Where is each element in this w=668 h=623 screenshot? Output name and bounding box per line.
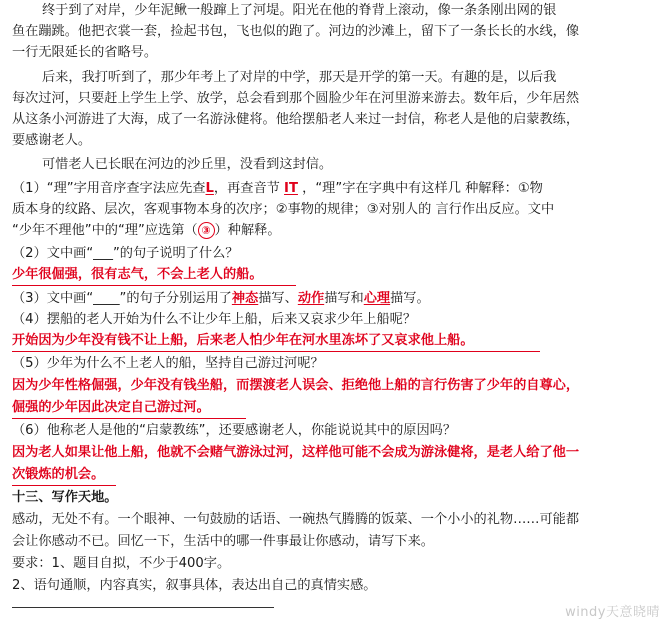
question-1-text-l3c: ）种解释。 (214, 223, 281, 238)
section-13-title: 十三、写作天地。 (12, 490, 118, 505)
question-1-text-c: ，再查音节 (213, 181, 280, 196)
question-2-answer: 少年很倔强，很有志气，不会上老人的船。 (12, 267, 263, 282)
question-3-text-a: （3）文中画“____”的句子分别运用了 (12, 291, 232, 306)
story-paragraph-1-line-2: 鱼在蹦跳。他把衣裳一套，捡起书包，飞也似的跑了。河边的沙滩上，留下了一条长长的水线，像 (12, 24, 580, 39)
story-paragraph-2-line-3: 从这条小河游进了大海，成了一名游泳健将。他给摆船老人来过一封信，称老人是他的启蒙教练， (12, 112, 580, 127)
question-1-answer-choice: ③ (198, 222, 215, 239)
story-paragraph-1-line-1: 终于到了对岸，少年泥鳅一般蹿上了河堤。阳光在他的脊背上滚动，像一条条刚出网的银 (42, 3, 557, 18)
question-3-answer-3: 心理 (363, 291, 391, 306)
section-13-prompt-line-2: 会让你感动不已。回忆一下，生活中的哪一件事最让你感动，请写下来。 (12, 534, 434, 549)
question-4-text: （4）摆船的老人开始为什么不让少年上船，后来又哀求少年上船呢？ (12, 312, 417, 327)
question-3-text (12, 290, 658, 308)
question-5-text: （5）少年为什么不上老人的船，坚持自己游过河呢？ (12, 356, 324, 371)
question-6-answer-line-2: 次锻炼的机会。 (12, 467, 105, 482)
question-1-answer-syllable: IT (284, 181, 298, 196)
question-6-text: （6）他称老人是他的“启蒙教练”，还要感谢老人，你能说说其中的原因吗？ (12, 423, 457, 438)
story-paragraph-2-line-2: 每次过河，只要赶上学生上学、放学，总会看到那个圆脸少年在河里游来游去。数年后，少年居然 (12, 91, 580, 106)
question-3-answer-1: 神态 (231, 291, 259, 306)
question-5-answer-line-1: 因为少年性格倔强，少年没有钱坐船，而摆渡老人误会、拒绝他上船的言行伤害了少年的自尊心， (12, 378, 580, 393)
question-1-line-1 (12, 180, 658, 198)
question-5-answer-line-2: 倔强的少年因此决定自己游过河。 (12, 400, 210, 415)
question-4-answer: 开始因为少年没有钱不让上船，后来老人怕少年在河水里冻坏了又哀求他上船。 (12, 333, 474, 348)
section-13-requirement-2: 2、语句通顺，内容真实，叙事具体，表达出自己的真情实感。 (12, 578, 377, 593)
question-3-answer-2: 动作 (297, 291, 325, 306)
story-paragraph-2-line-4: 要感谢老人。 (12, 133, 92, 148)
story-paragraph-1-line-3: 一行无限延长的省略号。 (12, 45, 158, 60)
question-6-answer-line-1: 因为老人如果让他上船，他就不会赌气游泳过河，这样他可能不会成为游泳健将，是老人给了他一 (12, 445, 580, 460)
question-1-answer-letter: L (205, 181, 214, 196)
section-13-requirement-1: 要求：1、题目自拟，不少于400字。 (12, 556, 231, 571)
question-1-line-2: 质本身的纹路、层次，客观事物本身的次序；②事物的规律；③对别人的 言行作出反应。文中 (12, 202, 555, 217)
question-2-text: （2）文中画“___”的句子说明了什么？ (12, 246, 239, 261)
question-1-text-a: （1）“理”字用音序查字法应先查 (12, 181, 206, 196)
question-6-answer-underline (12, 485, 116, 486)
watermark: windy天意晓晴 (565, 605, 660, 620)
question-1-text-e: ，“理”字在字典中有这样几 种解释：①物 (302, 181, 543, 196)
question-3-text-e: 描写和 (324, 291, 364, 306)
question-3-text-c: 描写、 (258, 291, 298, 306)
story-paragraph-2-line-1: 后来，我打听到了，那少年考上了对岸的中学，那天是开学的第一天。有趣的是，以后我 (42, 70, 557, 85)
question-4-answer-underline (12, 351, 540, 352)
question-1-text-l3a: “少年不理他”中的“理”应选第（ (12, 223, 198, 238)
story-paragraph-3-line-1: 可惜老人已长眠在河边的沙丘里，没看到这封信。 (42, 157, 333, 172)
question-1-line-3 (12, 222, 658, 240)
question-3-text-g: 描写。 (390, 291, 430, 306)
writing-line (12, 607, 274, 608)
question-5-answer-underline (12, 418, 246, 419)
section-13-prompt-line-1: 感动，无处不有。一个眼神、一句鼓励的话语、一碗热气腾腾的饭菜、一个小小的礼物……可能都 (12, 512, 580, 527)
question-2-answer-underline (12, 285, 296, 286)
